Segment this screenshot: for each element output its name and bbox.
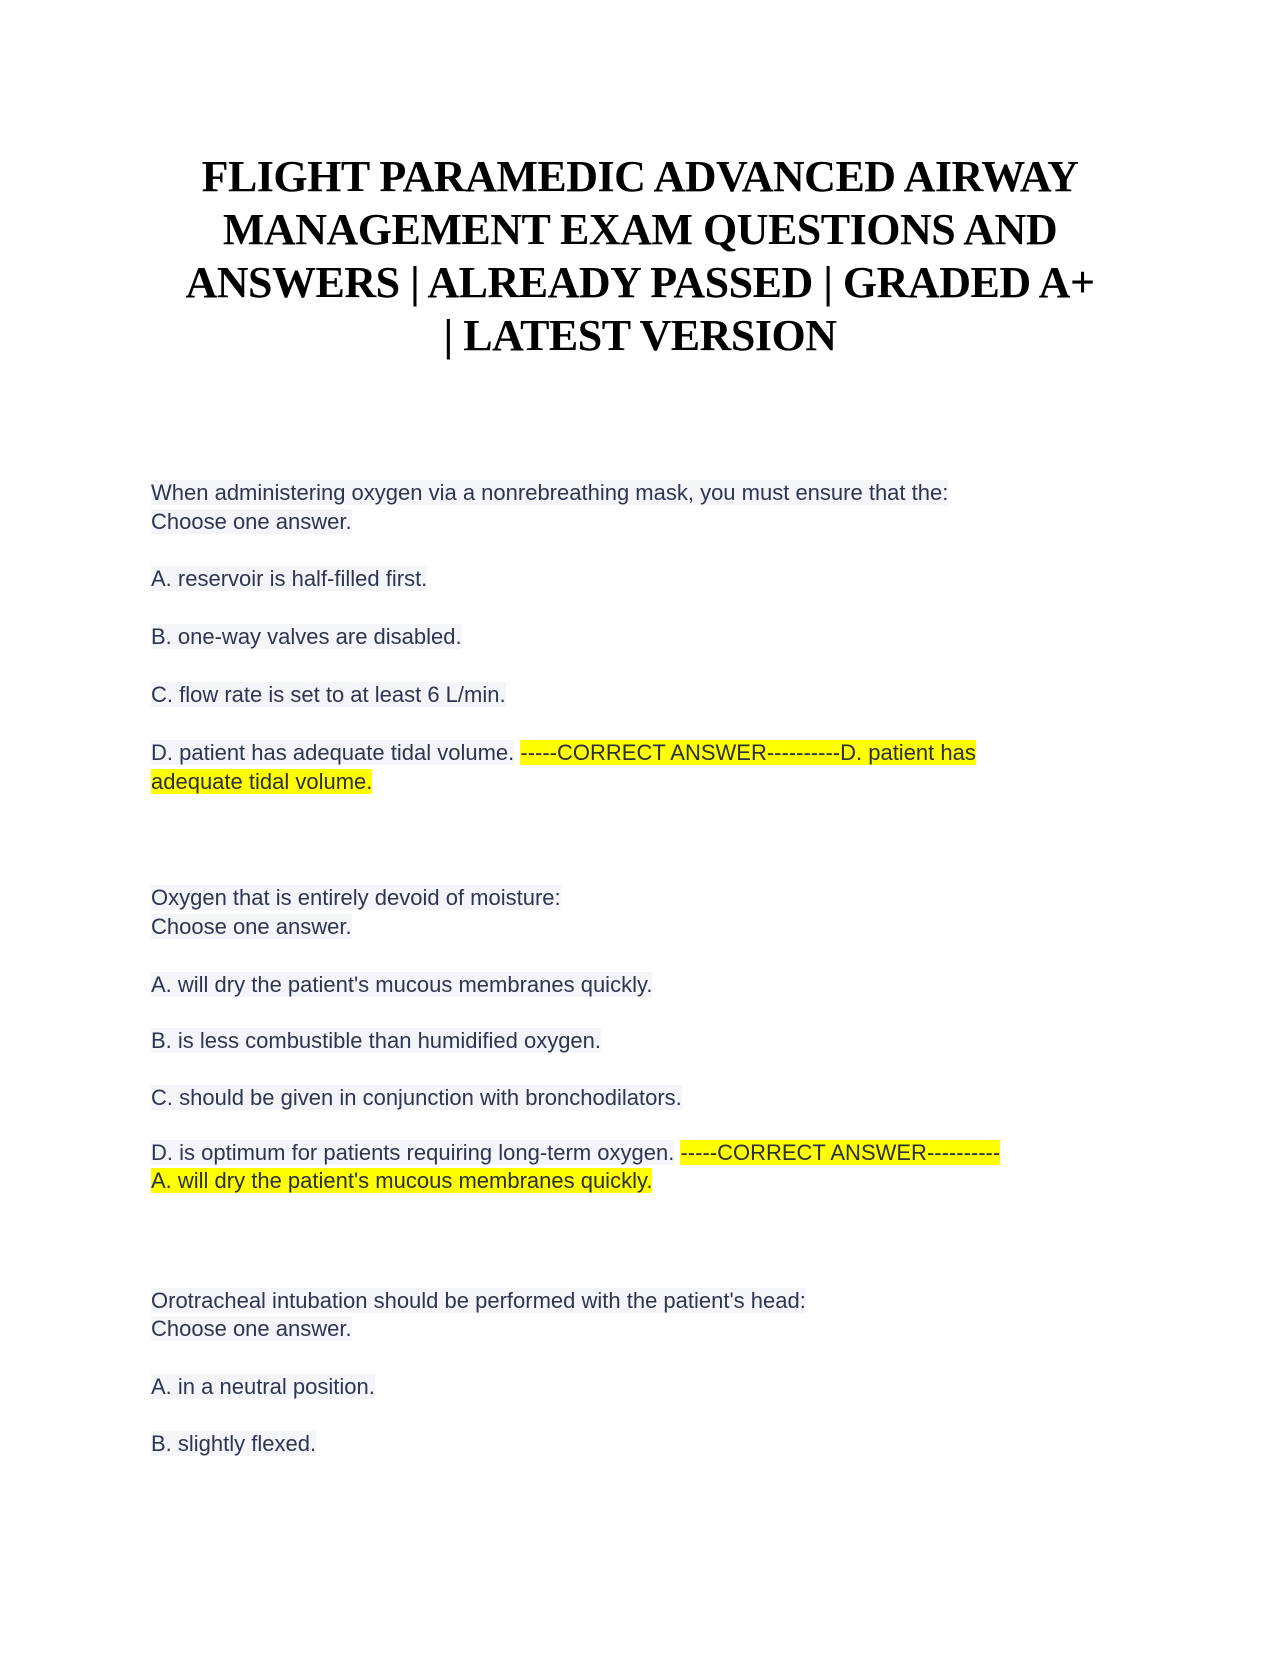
option-text: C. flow rate is set to at least 6 L/min. (151, 682, 506, 707)
option-d (151, 738, 976, 767)
option-text: D. patient has adequate tidal volume. (151, 740, 515, 765)
option-b (151, 1026, 601, 1055)
option-text: C. should be given in conjunction with bronchodilators. (151, 1085, 682, 1110)
option-text: A. in a neutral position. (151, 1374, 375, 1399)
option-text: B. slightly flexed. (151, 1431, 317, 1456)
instruction-text: Choose one answer. (151, 1316, 352, 1341)
option-text: B. one-way valves are disabled. (151, 624, 462, 649)
question-stem-text: Oxygen that is entirely devoid of moisture: (151, 885, 561, 910)
question-instruction (151, 507, 352, 536)
option-a (151, 1372, 375, 1401)
option-d (151, 1138, 1000, 1167)
question-instruction (151, 1314, 352, 1343)
option-text: A. reservoir is half-filled first. (151, 566, 428, 591)
correct-answer-continuation (151, 1166, 652, 1195)
correct-answer-highlight: -----CORRECT ANSWER---------- (680, 1140, 1001, 1165)
correct-answer-continuation (151, 767, 372, 796)
question-stem-text: Orotracheal intubation should be performed with the patient's head: (151, 1288, 806, 1313)
option-b (151, 1429, 316, 1458)
title-line-4: | LATEST VERSION (443, 311, 837, 360)
question-stem (151, 883, 561, 912)
question-stem (151, 1286, 806, 1315)
question-instruction (151, 912, 352, 941)
correct-answer-highlight: A. will dry the patient's mucous membranes quickly. (151, 1168, 653, 1193)
title-line-1: FLIGHT PARAMEDIC ADVANCED AIRWAY (201, 152, 1079, 201)
option-b (151, 622, 462, 651)
document-title (140, 150, 1140, 362)
option-text: A. will dry the patient's mucous membranes quickly. (151, 972, 653, 997)
instruction-text: Choose one answer. (151, 914, 352, 939)
correct-answer-highlight: -----CORRECT ANSWER----------D. patient has (520, 740, 976, 765)
correct-answer-highlight: adequate tidal volume. (151, 769, 373, 794)
option-c (151, 1083, 682, 1112)
instruction-text: Choose one answer. (151, 509, 352, 534)
title-line-3: ANSWERS | ALREADY PASSED | GRADED A+ (185, 258, 1095, 307)
title-line-2: MANAGEMENT EXAM QUESTIONS AND (222, 205, 1058, 254)
option-text: D. is optimum for patients requiring long-term oxygen. (151, 1140, 675, 1165)
option-a (151, 564, 427, 593)
option-a (151, 970, 652, 999)
question-stem-text: When administering oxygen via a nonrebreathing mask, you must ensure that the: (151, 480, 949, 505)
question-stem (151, 478, 948, 507)
option-text: B. is less combustible than humidified oxygen. (151, 1028, 602, 1053)
option-c (151, 680, 506, 709)
